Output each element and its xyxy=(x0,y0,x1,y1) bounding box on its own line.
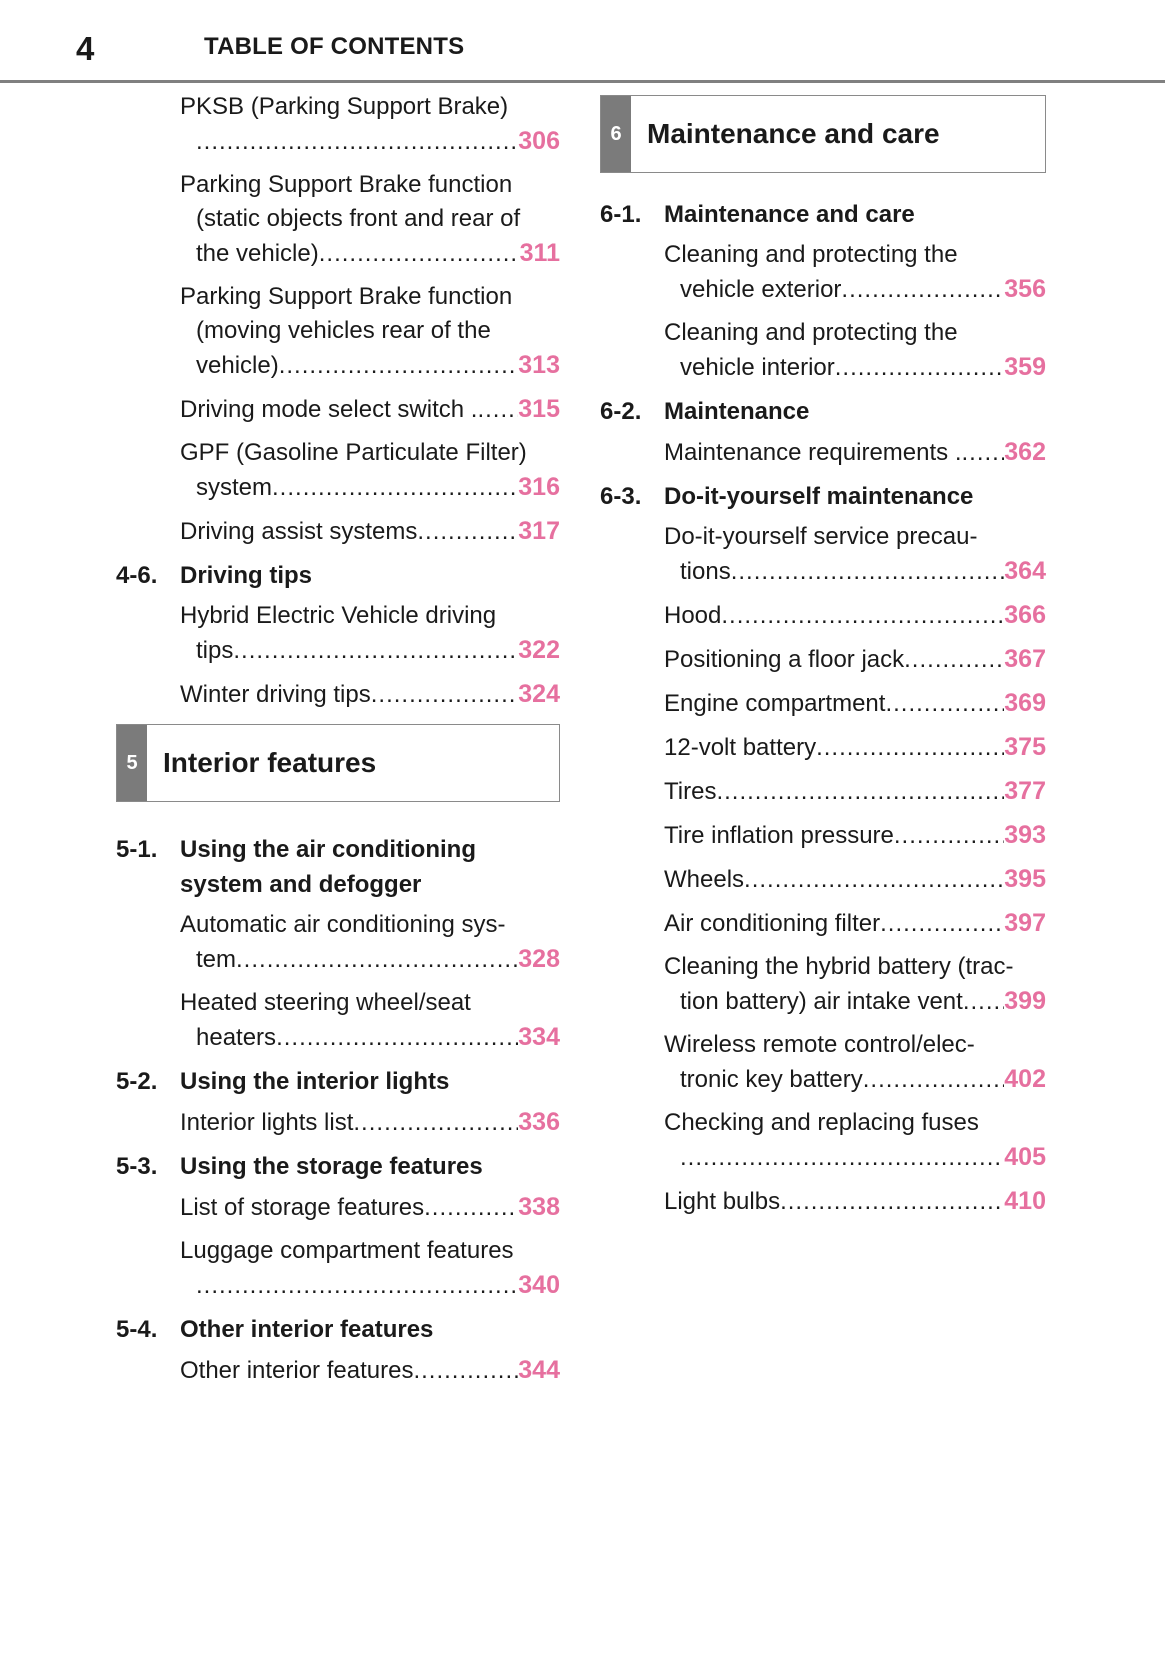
section-heading: 5-4. Other interior features xyxy=(116,1316,434,1343)
leader-dots xyxy=(963,985,1004,1019)
toc-entry[interactable] xyxy=(600,1028,1046,1097)
toc-entry[interactable] xyxy=(116,1190,560,1225)
page-link[interactable]: 369 xyxy=(1004,689,1046,717)
section-heading: 6-3. Do-it-yourself maintenance xyxy=(600,483,974,510)
page-link[interactable]: 311 xyxy=(519,239,560,267)
leader-dots xyxy=(744,863,1004,897)
page-link[interactable]: 364 xyxy=(1004,557,1046,585)
entry-text: system xyxy=(196,474,273,501)
entry-text: Light bulbs xyxy=(664,1188,781,1215)
page-link[interactable]: 336 xyxy=(518,1108,560,1136)
page-link[interactable]: 366 xyxy=(1004,601,1046,629)
section-heading: 5-1. Using the air conditioning system and defogger xyxy=(116,836,476,898)
toc-entry[interactable] xyxy=(116,392,560,427)
leader-dots xyxy=(962,436,1005,470)
leader-dots xyxy=(413,1354,518,1388)
chapter-box xyxy=(600,95,1046,173)
section-heading: 5-3. Using the storage features xyxy=(116,1153,483,1180)
page-link[interactable]: 393 xyxy=(1004,821,1046,849)
page-link[interactable]: 316 xyxy=(518,473,560,501)
page-link[interactable]: 324 xyxy=(518,680,560,708)
toc-entry[interactable] xyxy=(600,238,1046,307)
chapter-box xyxy=(116,724,560,802)
entry-text: List of storage features xyxy=(180,1194,425,1221)
toc-entry[interactable] xyxy=(116,1353,560,1388)
toc-entry[interactable] xyxy=(600,906,1046,941)
toc-entry[interactable] xyxy=(600,862,1046,897)
page-number: 4 xyxy=(76,30,95,67)
leader-dots xyxy=(233,634,518,668)
chapter-title: Maintenance and care xyxy=(647,118,940,149)
toc-entry[interactable] xyxy=(600,520,1046,589)
entry-text: Heated steering wheel/seat xyxy=(180,989,471,1016)
entry-text: Maintenance requirements . xyxy=(664,439,962,466)
leader-dots xyxy=(319,237,520,271)
leader-dots xyxy=(731,555,1005,589)
leader-dots xyxy=(196,125,518,159)
entry-text: Wheels xyxy=(664,866,745,893)
toc-entry[interactable] xyxy=(600,642,1046,677)
leader-dots xyxy=(894,819,1004,853)
leader-dots xyxy=(272,471,518,505)
toc-entry[interactable] xyxy=(600,598,1046,633)
page-link[interactable]: 317 xyxy=(518,517,560,545)
entry-text: Cleaning and protecting the xyxy=(664,319,958,346)
leader-dots xyxy=(236,943,518,977)
entry-text: GPF (Gasoline Particulate Filter) xyxy=(180,439,527,466)
page-link[interactable]: 306 xyxy=(518,127,560,155)
chapter-number: 6 xyxy=(601,96,631,172)
page-link[interactable]: 344 xyxy=(518,1356,560,1384)
entry-text: 12-volt battery xyxy=(664,734,817,761)
entry-text: Parking Support Brake function xyxy=(180,283,513,310)
entry-text: tem xyxy=(196,946,237,973)
page-link[interactable]: 399 xyxy=(1004,987,1046,1015)
page-header xyxy=(0,0,1165,83)
page-link[interactable]: 340 xyxy=(518,1271,560,1299)
entry-text: Do-it-yourself service precau- xyxy=(664,523,978,550)
leader-dots xyxy=(880,907,1004,941)
section-heading: 6-2. Maintenance xyxy=(600,398,810,425)
entry-text: Engine compartment xyxy=(664,690,886,717)
page-link[interactable]: 402 xyxy=(1004,1065,1046,1093)
section-heading: 6-1. Maintenance and care xyxy=(600,201,915,228)
leader-dots xyxy=(353,1106,518,1140)
page-link[interactable]: 313 xyxy=(518,351,560,379)
entry-text: heaters xyxy=(196,1024,277,1051)
entry-text: tips xyxy=(196,637,234,664)
page-title: TABLE OF CONTENTS xyxy=(204,33,465,60)
entry-text: tronic key battery xyxy=(680,1066,863,1093)
entry-text: Checking and replacing fuses xyxy=(664,1109,979,1136)
leader-dots xyxy=(863,1063,1005,1097)
toc-entry[interactable] xyxy=(600,950,1046,1019)
leader-dots xyxy=(885,687,1004,721)
entry-text: vehicle) xyxy=(196,352,279,379)
toc-entry[interactable] xyxy=(116,599,560,668)
chapter-title: Interior features xyxy=(163,747,377,778)
leader-dots xyxy=(716,775,1004,809)
leader-dots xyxy=(196,1269,518,1303)
leader-dots xyxy=(477,393,518,427)
toc-entry[interactable] xyxy=(116,1234,560,1303)
toc-entry[interactable] xyxy=(116,514,560,549)
toc-entry[interactable] xyxy=(600,1184,1046,1219)
leader-dots xyxy=(417,515,518,549)
entry-text: vehicle interior xyxy=(680,354,835,381)
leader-dots xyxy=(721,599,1004,633)
entry-text: Tires xyxy=(664,778,717,805)
entry-text: PKSB (Parking Support Brake) xyxy=(180,93,509,120)
entry-text: tions xyxy=(680,558,731,585)
page-link[interactable]: 328 xyxy=(518,945,560,973)
leader-dots xyxy=(276,1021,518,1055)
entry-text: Interior lights list xyxy=(180,1109,354,1136)
page-link[interactable]: 338 xyxy=(518,1193,560,1221)
page-link[interactable]: 315 xyxy=(518,395,560,423)
leader-dots xyxy=(279,349,519,383)
leader-dots xyxy=(780,1185,1004,1219)
chapter-number: 5 xyxy=(117,725,147,801)
page-link[interactable]: 375 xyxy=(1004,733,1046,761)
section-heading: 5-2. Using the interior lights xyxy=(116,1068,450,1095)
toc-entry[interactable] xyxy=(600,730,1046,765)
entry-text: Winter driving tips xyxy=(180,681,371,708)
toc-entry[interactable] xyxy=(116,280,560,383)
page-link[interactable]: 405 xyxy=(1004,1143,1046,1171)
entry-text: (moving vehicles rear of the xyxy=(196,317,491,344)
page-link[interactable]: 397 xyxy=(1004,909,1046,937)
toc-entry[interactable] xyxy=(600,316,1046,385)
toc-entry[interactable] xyxy=(116,677,560,712)
leader-dots xyxy=(680,1141,1004,1175)
toc-entry[interactable] xyxy=(600,686,1046,721)
entry-text: Positioning a floor jack xyxy=(664,646,905,673)
entry-text: Air conditioning filter xyxy=(664,910,881,937)
leader-dots xyxy=(371,678,519,712)
entry-text: (static objects front and rear of xyxy=(196,205,521,232)
left-column xyxy=(116,90,560,1397)
toc-entry[interactable] xyxy=(116,986,560,1055)
entry-text: Luggage compartment features xyxy=(180,1237,514,1264)
entry-text: Cleaning the hybrid battery (trac- xyxy=(664,953,1014,980)
entry-text: Automatic air conditioning sys- xyxy=(180,911,506,938)
entry-text: the vehicle) xyxy=(196,240,319,267)
section-heading: 4-6. Driving tips xyxy=(116,562,313,589)
toc-entry[interactable] xyxy=(116,436,560,505)
page-link[interactable]: 322 xyxy=(518,636,560,664)
entry-text: Driving mode select switch . xyxy=(180,396,478,423)
entry-text: vehicle exterior xyxy=(680,276,842,303)
entry-text: Hybrid Electric Vehicle driving xyxy=(180,602,497,629)
toc-entry[interactable] xyxy=(116,168,560,271)
entry-text: Other interior features xyxy=(180,1357,414,1384)
toc-entry[interactable] xyxy=(600,774,1046,809)
page-link[interactable]: 356 xyxy=(1004,275,1046,303)
entry-text: Tire inflation pressure xyxy=(664,822,894,849)
toc-entry[interactable] xyxy=(116,90,560,159)
page-link[interactable]: 362 xyxy=(1004,438,1046,466)
entry-text: Hood xyxy=(664,602,722,629)
leader-dots xyxy=(904,643,1004,677)
leader-dots xyxy=(835,351,1005,385)
entry-text: Parking Support Brake function xyxy=(180,171,513,198)
page-link[interactable]: 410 xyxy=(1004,1187,1046,1215)
toc-entry[interactable] xyxy=(116,908,560,977)
page-link[interactable]: 367 xyxy=(1004,645,1046,673)
leader-dots xyxy=(424,1191,518,1225)
page-link[interactable]: 359 xyxy=(1004,353,1046,381)
toc-entry[interactable] xyxy=(600,435,1046,470)
toc-entry[interactable] xyxy=(600,818,1046,853)
page-link[interactable]: 334 xyxy=(518,1023,560,1051)
page-link[interactable]: 395 xyxy=(1004,865,1046,893)
toc-entry[interactable] xyxy=(116,1105,560,1140)
toc-entry[interactable] xyxy=(600,1106,1046,1175)
leader-dots xyxy=(841,273,1004,307)
page-link[interactable]: 377 xyxy=(1004,777,1046,805)
entry-text: Cleaning and protecting the xyxy=(664,241,958,268)
right-column xyxy=(600,90,1046,1228)
entry-text: Driving assist systems xyxy=(180,518,418,545)
entry-text: Wireless remote control/elec- xyxy=(664,1031,975,1058)
leader-dots xyxy=(816,731,1004,765)
entry-text: tion battery) air intake vent xyxy=(680,988,963,1015)
